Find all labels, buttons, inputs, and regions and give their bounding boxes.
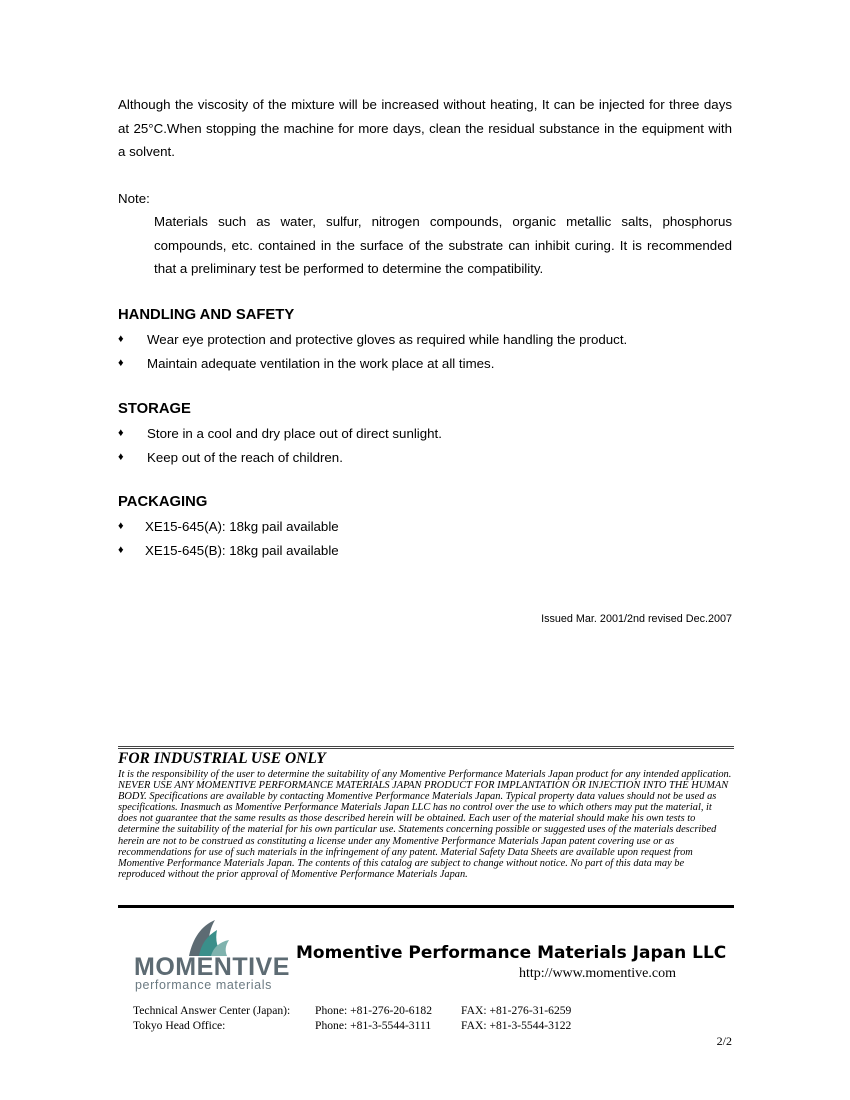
logo-wordmark: MOMENTIVE xyxy=(134,953,290,981)
list-item xyxy=(118,539,732,563)
diamond-bullet-icon: ♦ xyxy=(118,356,124,369)
section-title-packaging: PACKAGING xyxy=(118,494,208,510)
contact-phone: Phone: +81-3-5544-3111 xyxy=(315,1018,432,1032)
diamond-bullet-icon: ♦ xyxy=(118,427,124,439)
divider xyxy=(118,746,734,749)
list-item-text: Wear eye protection and protective gloves as required while handling the product. xyxy=(147,332,628,347)
logo-tagline: performance materials xyxy=(135,978,272,992)
contact-label: Tokyo Head Office: xyxy=(133,1018,226,1032)
list-item xyxy=(118,328,732,352)
storage-list xyxy=(118,422,732,469)
contact-fax: FAX: +81-3-5544-3122 xyxy=(461,1018,572,1032)
list-item xyxy=(118,422,732,446)
diamond-bullet-icon: ♦ xyxy=(118,450,124,463)
list-item-text: XE15-645(A): 18kg pail available xyxy=(145,519,339,534)
issue-date: Issued Mar. 2001/2nd revised Dec.2007 xyxy=(541,613,732,625)
contact-label: Technical Answer Center (Japan): xyxy=(133,1004,291,1017)
list-item-text: Keep out of the reach of children. xyxy=(147,449,343,465)
section-title-storage: STORAGE xyxy=(118,401,191,417)
contact-phone: Phone: +81-276-20-6182 xyxy=(315,1004,432,1017)
contact-fax: FAX: +81-276-31-6259 xyxy=(461,1004,572,1017)
company-url[interactable]: http://www.momentive.com xyxy=(519,966,676,981)
list-item-text: Maintain adequate ventilation in the work place at all times. xyxy=(147,355,495,371)
diamond-bullet-icon: ♦ xyxy=(118,543,124,556)
list-item-text: XE15-645(B): 18kg pail available xyxy=(145,542,339,558)
list-item xyxy=(118,446,732,470)
company-name: Momentive Performance Materials Japan LLC xyxy=(296,943,727,963)
list-item xyxy=(118,515,732,539)
diamond-bullet-icon: ♦ xyxy=(118,333,124,345)
disclaimer-title: FOR INDUSTRIAL USE ONLY xyxy=(118,750,326,767)
diamond-bullet-icon: ♦ xyxy=(118,520,124,532)
page-number: 2/2 xyxy=(716,1034,732,1048)
divider xyxy=(118,905,734,908)
note-label: Note: xyxy=(118,191,150,206)
intro-paragraph: Although the viscosity of the mixture will be increased without heating, It can be injected for three days at 25°C.When stopping the machine for more days, clean the residual substance in the equipment with a solvent. xyxy=(118,97,732,159)
handling-list xyxy=(118,328,732,375)
note-text: Materials such as water, sulfur, nitrogen compounds, organic metallic salts, phosphorus compounds, etc. contained in the surface of the substrate can inhibit curing. It is recommended that a preliminary test be performed to determine the compatibility. xyxy=(154,214,732,276)
disclaimer-text: It is the responsibility of the user to determine the suitability of any Momentive Performance Materials Japan product for any intended application. NEVER USE ANY MOMENTIVE PERFORMANCE MATERIALS JAPAN PRODUCT FOR IMPLANTATION OR INJECTION INTO THE HUMAN BODY. Specifications are available by contacting Momentive Performance Materials Japan. Typical property data values should not be used as specifications. Inasmuch as Momentive Performance Materials Japan LLC has no control over the use to which others may put the material, it does not guarantee that the same results as those described herein will be obtained. Each user of the material should make his own tests to determine the suitability of the material for his own particular use. Statements concerning possible or suggested uses of the materials described herein are not to be construed as constituting a license under any Momentive Performance Materials Japan patent covering use or as recommendations for use of such materials in the infringement of any patent. Material Safety Data Sheets are available upon request from Momentive Performance Materials Japan. The contents of this catalog are subject to change without notice. No part of this data may be reproduced without the prior approval of Momentive Performance Materials Japan. xyxy=(118,769,732,880)
list-item xyxy=(118,352,732,376)
section-title-handling: HANDLING AND SAFETY xyxy=(118,307,295,323)
packaging-list xyxy=(118,515,732,562)
list-item-text: Store in a cool and dry place out of direct sunlight. xyxy=(147,426,442,441)
momentive-leaf-logo-icon xyxy=(185,918,231,958)
